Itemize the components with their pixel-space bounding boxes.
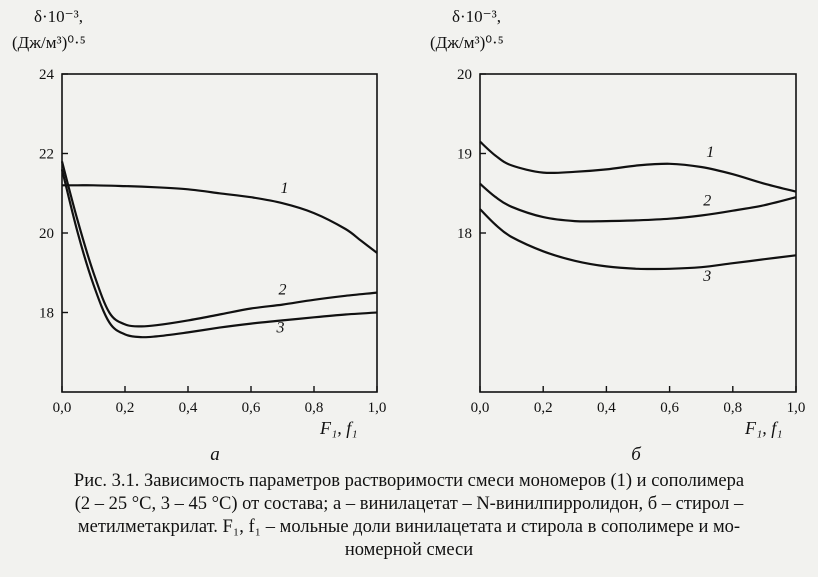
y-tick-label: 22 bbox=[39, 146, 54, 163]
y-tick-label: 19 bbox=[457, 146, 472, 163]
x-tick-label: 0,0 bbox=[52, 400, 72, 416]
caption-line-3: метилметакрилат. F₁, f₁ – мольные доли винилацетата и стирола в сополимере и мо- bbox=[77, 517, 741, 537]
caption-line-4: номерной смеси bbox=[344, 540, 474, 560]
y-tick-label: 24 bbox=[39, 67, 54, 83]
x-tick-label: 0,4 bbox=[178, 400, 198, 416]
plot-frame bbox=[62, 74, 377, 392]
series-line-1 bbox=[480, 142, 796, 192]
x-tick-label: 1,0 bbox=[367, 400, 387, 416]
x-tick-label: 0,8 bbox=[304, 400, 324, 416]
panel-b bbox=[430, 7, 805, 465]
figure-caption bbox=[8, 470, 810, 562]
y-tick-label: 18 bbox=[457, 226, 472, 242]
x-tick-label: 0,6 bbox=[660, 400, 679, 416]
x-tick-label: 0,8 bbox=[723, 400, 743, 416]
panel-a bbox=[12, 7, 386, 465]
series-label-3: 3 bbox=[276, 319, 285, 337]
x-tick-label: 1,0 bbox=[786, 400, 806, 416]
series-label-2: 2 bbox=[278, 281, 287, 299]
y-tick-label: 20 bbox=[457, 67, 472, 83]
series-label-3: 3 bbox=[703, 268, 712, 286]
y-tick-label: 18 bbox=[39, 305, 54, 322]
y-axis-label-line2: (Дж/м³)⁰·⁵ bbox=[12, 33, 86, 52]
series-label-2: 2 bbox=[703, 192, 712, 210]
x-tick-label: 0,6 bbox=[241, 400, 261, 416]
y-axis-label-line1: δ·10⁻³, bbox=[452, 7, 501, 26]
panel-label: а bbox=[210, 444, 220, 465]
y-tick-label: 20 bbox=[39, 226, 54, 242]
x-tick-label: 0,2 bbox=[115, 400, 135, 416]
x-tick-label: 0,0 bbox=[470, 400, 490, 416]
caption-line-2: (2 – 25 °С, 3 – 45 °С) от состава; а – винилацетат – N-винилпирролидон, б – стирол – bbox=[74, 494, 744, 514]
series-line-3 bbox=[480, 209, 796, 269]
x-axis-label: F₁, f₁ bbox=[320, 418, 358, 438]
x-axis-label: F₁, f₁ bbox=[745, 418, 783, 438]
y-axis-label-line2: (Дж/м³)⁰·⁵ bbox=[430, 33, 504, 52]
series-label-1: 1 bbox=[706, 144, 715, 162]
x-tick-label: 0,4 bbox=[597, 400, 616, 416]
series-line-1 bbox=[62, 185, 377, 253]
x-tick-label: 0,2 bbox=[533, 400, 553, 416]
panel-label: б bbox=[631, 444, 641, 465]
plot-frame bbox=[480, 74, 796, 392]
y-axis-label-line1: δ·10⁻³, bbox=[34, 7, 83, 26]
caption-line-1: Рис. 3.1. Зависимость параметров растворимости смеси мономеров (1) и сополимера bbox=[73, 471, 745, 491]
series-line-2 bbox=[480, 184, 796, 222]
series-label-1: 1 bbox=[280, 180, 289, 198]
